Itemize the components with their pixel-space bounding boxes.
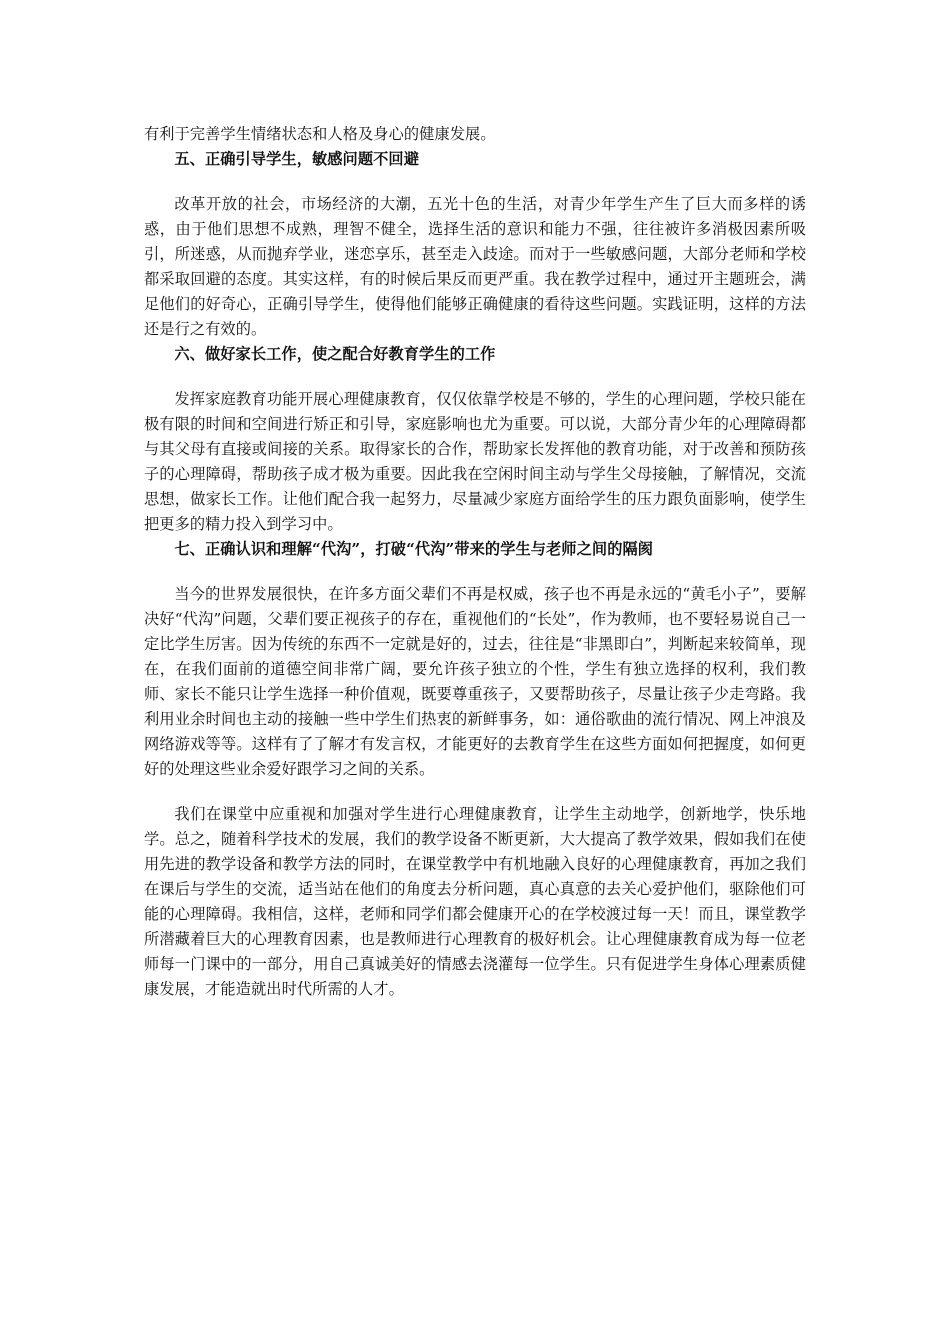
section-heading-6: 六、做好家长工作，使之配合好教育学生的工作	[174, 345, 496, 363]
section-5-paragraph-1: 改革开放的社会，市场经济的大潮，五光十色的生活，对青少年学生产生了巨大而多样的诱惑，由于他们思想不成熟，理智不健全，选择生活的意识和能力不强，往往被许多消极因素所吸引，所迷惑，从而抛弃学业，迷恋享乐，甚至走入歧途。而对于一些敏感问题，大部分老师和学校都采取回避的态度。其实这样，有的时候后果反而更严重。我在教学过程中，通过开主题班会，满足他们的好奇心，正确引导学生，使得他们能够正确健康的看待这些问题。实践证明，这样的方法还是行之有效的。	[144, 195, 806, 338]
section-6-paragraph-1: 发挥家庭教育功能开展心理健康教育，仅仅依靠学校是不够的，学生的心理问题，学校只能在极有限的时间和空间进行矫正和引导，家庭影响也尤为重要。可以说，大部分青少年的心理障碍都与其父母有直接或间接的关系。取得家长的合作，帮助家长发挥他的教育功能，对于改善和预防孩子的心理障碍，帮助孩子成才极为重要。因此我在空闲时间主动与学生父母接触，了解情况，交流思想，做家长工作。让他们配合我一起努力，尽量减少家庭方面给学生的压力跟负面影响，使学生把更多的精力投入到学习中。	[144, 390, 806, 533]
document-page	[144, 122, 806, 1002]
continuation-paragraph: 有利于完善学生情绪状态和人格及身心的健康发展。	[144, 125, 496, 143]
section-heading-5: 五、正确引导学生，敏感问题不回避	[174, 150, 419, 168]
section-7-paragraph-1: 当今的世界发展很快，在许多方面父辈们不再是权威，孩子也不再是永远的“黄毛小子”，要解决好“代沟”问题，父辈们要正视孩子的存在，重视他们的“长处”，作为教师，也不要轻易说自己一定比学生厉害。因为传统的东西不一定就是好的，过去，往往是“非黑即白”，判断起来较简单，现在，在我们面前的道德空间非常广阔，要允许孩子独立的个性，学生有独立选择的权利，我们教师、家长不能只让学生选择一种价值观，既要尊重孩子，又要帮助孩子，尽量让孩子少走弯路。我利用业余时间也主动的接触一些中学生们热衷的新鲜事务，如：通俗歌曲的流行情况、网上冲浪及网络游戏等等。这样有了了解才有发言权，才能更好的去教育学生在这些方面如何把握度，如何更好的处理这些业余爱好跟学习之间的关系。	[144, 585, 806, 778]
section-heading-7: 七、正确认识和理解“代沟”，打破“代沟”带来的学生与老师之间的隔阂	[174, 540, 654, 558]
section-7-paragraph-2: 我们在课堂中应重视和加强对学生进行心理健康教育，让学生主动地学，创新地学，快乐地学。总之，随着科学技术的发展，我们的教学设备不断更新，大大提高了教学效果，假如我们在使用先进的教学设备和教学方法的同时，在课堂教学中有机地融入良好的心理健康教育，再加之我们在课后与学生的交流，适当站在他们的角度去分析问题，真心真意的去关心爱护他们，驱除他们可能的心理障碍。我相信，这样，老师和同学们都会健康开心的在学校渡过每一天！而且，课堂教学所潜藏着巨大的心理教育因素，也是教师进行心理教育的极好机会。让心理健康教育成为每一位老师每一门课中的一部分，用自己真诚美好的情感去浇灌每一位学生。只有促进学生身体心理素质健康发展，才能造就出时代所需的人才。	[144, 805, 806, 998]
